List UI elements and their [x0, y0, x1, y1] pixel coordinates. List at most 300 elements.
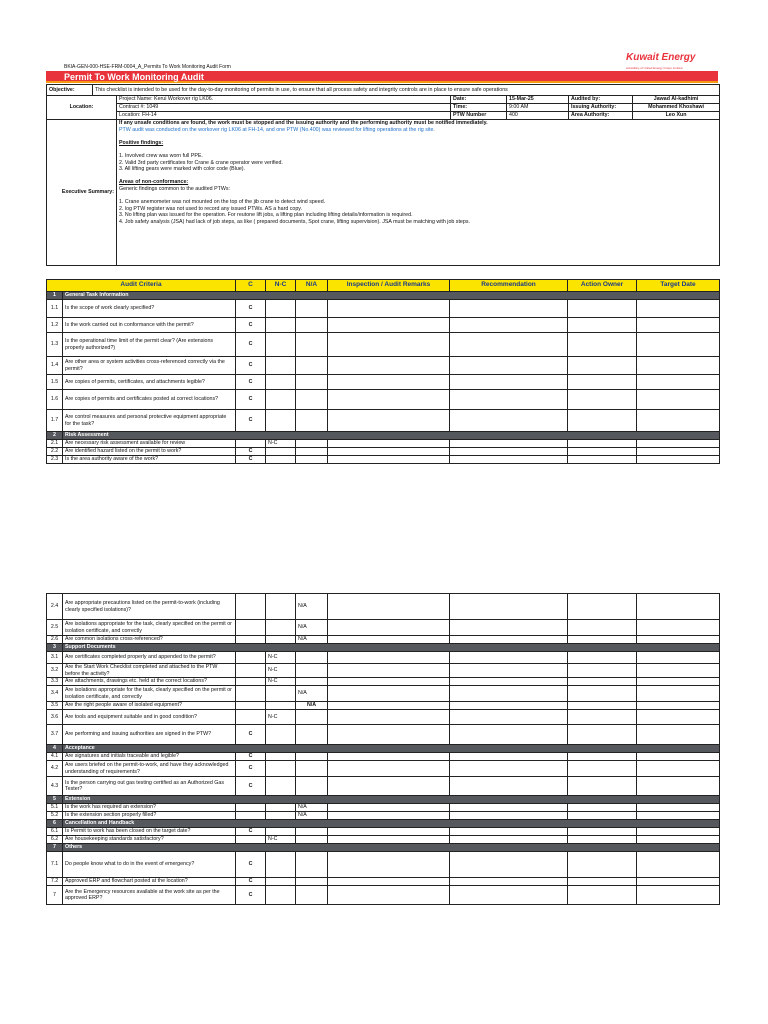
checklist-row	[47, 725, 720, 745]
row-na-mark	[296, 390, 328, 410]
row-c-mark: C	[236, 357, 266, 375]
action-owner-cell[interactable]	[568, 652, 637, 664]
row-number: 1.4	[47, 357, 63, 375]
audited-by-value: Jawad Al-kadhimi	[633, 96, 720, 104]
remarks-cell[interactable]	[328, 725, 450, 745]
section-header	[47, 796, 720, 804]
row-question: Are other area or system activities cross-referenced correctly via the permit?	[63, 357, 236, 375]
recommendation-cell[interactable]	[450, 852, 568, 878]
row-na-mark	[296, 710, 328, 725]
col-audit-criteria: Audit Criteria	[47, 280, 236, 292]
row-question: Is the operational time limit of the permit clear? (Are extensions properly authorized?)	[63, 333, 236, 357]
row-na-mark: N/A	[296, 812, 328, 820]
row-nc-mark: N-C	[266, 678, 296, 686]
row-nc-mark: N-C	[266, 664, 296, 678]
positive-findings-title: Positive findings:	[119, 139, 164, 146]
action-owner-cell[interactable]	[568, 333, 637, 357]
recommendation-cell[interactable]	[450, 318, 568, 333]
action-owner-cell[interactable]	[568, 761, 637, 777]
checklist-row	[47, 620, 720, 636]
checklist-row	[47, 886, 720, 905]
objective-text: This checklist is intended to be used for the day-to-day monitoring of permits in use, to ensure that all process safety and integrity controls are in place to ensure safe operations	[93, 85, 720, 96]
target-date-cell[interactable]	[637, 828, 720, 836]
action-owner-cell[interactable]	[568, 448, 637, 456]
action-owner-cell[interactable]	[568, 702, 637, 710]
remarks-cell[interactable]	[328, 375, 450, 390]
row-number: 6.1	[47, 828, 63, 836]
row-c-mark: C	[236, 318, 266, 333]
action-owner-cell[interactable]	[568, 620, 637, 636]
row-nc-mark: N-C	[266, 710, 296, 725]
checklist-row	[47, 636, 720, 644]
recommendation-cell[interactable]	[450, 777, 568, 796]
action-owner-cell[interactable]	[568, 710, 637, 725]
date-label: Date:	[451, 96, 507, 104]
section-number: 7	[47, 844, 63, 852]
remarks-cell[interactable]	[328, 852, 450, 878]
action-owner-cell[interactable]	[568, 456, 637, 464]
target-date-cell[interactable]	[637, 440, 720, 448]
row-c-mark: C	[236, 410, 266, 432]
executive-summary-label: Executive Summary:	[47, 120, 117, 266]
remarks-cell[interactable]	[328, 456, 450, 464]
row-nc-mark	[266, 620, 296, 636]
row-number: 5.1	[47, 804, 63, 812]
row-number: 2.4	[47, 594, 63, 620]
target-date-cell[interactable]	[637, 318, 720, 333]
row-nc-mark	[266, 753, 296, 761]
action-owner-cell[interactable]	[568, 410, 637, 432]
row-na-mark	[296, 448, 328, 456]
recommendation-cell[interactable]	[450, 686, 568, 702]
target-date-cell[interactable]	[637, 448, 720, 456]
recommendation-cell[interactable]	[450, 710, 568, 725]
remarks-cell[interactable]	[328, 664, 450, 678]
row-question: Are control measures and personal protective equipment appropriate for the task?	[63, 410, 236, 432]
row-question: Is the area authority aware of the work?	[63, 456, 236, 464]
row-na-mark: N/A	[296, 702, 328, 710]
checklist-row	[47, 390, 720, 410]
action-owner-cell[interactable]	[568, 686, 637, 702]
recommendation-cell[interactable]	[450, 725, 568, 745]
recommendation-cell[interactable]	[450, 300, 568, 318]
checklist-row	[47, 375, 720, 390]
row-number: 3.6	[47, 710, 63, 725]
checklist-row	[47, 456, 720, 464]
row-na-mark	[296, 333, 328, 357]
row-number: 2.6	[47, 636, 63, 644]
checklist-row	[47, 410, 720, 432]
remarks-cell[interactable]	[328, 636, 450, 644]
remarks-cell[interactable]	[328, 448, 450, 456]
row-na-mark	[296, 410, 328, 432]
recommendation-cell[interactable]	[450, 886, 568, 905]
checklist-row	[47, 686, 720, 702]
ptw-number-value: 400	[507, 112, 569, 120]
ptw-number-label: PTW Number	[451, 112, 507, 120]
row-nc-mark	[266, 777, 296, 796]
row-question: Are the right people aware of isolated equipment?	[63, 702, 236, 710]
checklist-row	[47, 836, 720, 844]
row-na-mark: N/A	[296, 804, 328, 812]
action-owner-cell[interactable]	[568, 390, 637, 410]
area-authority-value: Leo Xun	[633, 112, 720, 120]
row-c-mark: C	[236, 753, 266, 761]
action-owner-cell[interactable]	[568, 636, 637, 644]
row-c-mark: C	[236, 725, 266, 745]
row-nc-mark	[266, 456, 296, 464]
target-date-cell[interactable]	[637, 300, 720, 318]
section-number: 6	[47, 820, 63, 828]
row-c-mark: C	[236, 878, 266, 886]
nonconformance-title: Areas of non-conformance:	[119, 179, 189, 186]
row-number: 2.3	[47, 456, 63, 464]
row-nc-mark	[266, 390, 296, 410]
row-number: 6.2	[47, 836, 63, 844]
row-nc-mark	[266, 812, 296, 820]
action-owner-cell[interactable]	[568, 440, 637, 448]
section-title: Support Documents	[63, 644, 720, 652]
recommendation-cell[interactable]	[450, 836, 568, 844]
row-nc-mark	[266, 878, 296, 886]
checklist-row	[47, 702, 720, 710]
row-number: 7.1	[47, 852, 63, 878]
row-question: Do people know what to do in the event of emergency?	[63, 852, 236, 878]
remarks-cell[interactable]	[328, 812, 450, 820]
col-na: N/A	[296, 280, 328, 292]
checklist-row	[47, 664, 720, 678]
row-nc-mark	[266, 636, 296, 644]
target-date-cell[interactable]	[637, 777, 720, 796]
row-nc-mark	[266, 828, 296, 836]
recommendation-cell[interactable]	[450, 753, 568, 761]
remarks-cell[interactable]	[328, 828, 450, 836]
row-na-mark	[296, 828, 328, 836]
target-date-cell[interactable]	[637, 702, 720, 710]
row-number: 1.3	[47, 333, 63, 357]
target-date-cell[interactable]	[637, 812, 720, 820]
recommendation-cell[interactable]	[450, 440, 568, 448]
recommendation-cell[interactable]	[450, 761, 568, 777]
recommendation-cell[interactable]	[450, 448, 568, 456]
col-nc: N-C	[266, 280, 296, 292]
recommendation-cell[interactable]	[450, 664, 568, 678]
row-c-mark: C	[236, 456, 266, 464]
row-number: 1.2	[47, 318, 63, 333]
time-label: Time:	[451, 104, 507, 112]
action-owner-cell[interactable]	[568, 852, 637, 878]
target-date-cell[interactable]	[637, 686, 720, 702]
action-owner-cell[interactable]	[568, 804, 637, 812]
target-date-cell[interactable]	[637, 652, 720, 664]
row-question: Are certificates completed properly and appended to the permit?	[63, 652, 236, 664]
row-c-mark: C	[236, 828, 266, 836]
row-nc-mark	[266, 686, 296, 702]
col-c: C	[236, 280, 266, 292]
logo-text: Kuwait Energy	[626, 52, 696, 63]
section-header	[47, 292, 720, 300]
row-c-mark: C	[236, 375, 266, 390]
remarks-cell[interactable]	[328, 710, 450, 725]
nonconformance-finding: 1. Crane anemometer was not mounted on the top of the jib crane to detect wind speed.	[119, 199, 326, 206]
contract-number: Contract #: 1049	[117, 104, 451, 112]
target-date-cell[interactable]	[637, 620, 720, 636]
row-nc-mark	[266, 448, 296, 456]
row-na-mark	[296, 375, 328, 390]
row-c-mark: C	[236, 333, 266, 357]
remarks-cell[interactable]	[328, 594, 450, 620]
row-na-mark	[296, 878, 328, 886]
row-number: 3.7	[47, 725, 63, 745]
row-number: 3.5	[47, 702, 63, 710]
remarks-cell[interactable]	[328, 620, 450, 636]
row-number: 3.1	[47, 652, 63, 664]
section-header	[47, 745, 720, 753]
row-nc-mark	[266, 725, 296, 745]
row-number: 4.1	[47, 753, 63, 761]
target-date-cell[interactable]	[637, 456, 720, 464]
row-na-mark	[296, 440, 328, 448]
action-owner-cell[interactable]	[568, 828, 637, 836]
checklist-row	[47, 594, 720, 620]
action-owner-cell[interactable]	[568, 878, 637, 886]
row-number: 2.1	[47, 440, 63, 448]
target-date-cell[interactable]	[637, 375, 720, 390]
checklist-row	[47, 761, 720, 777]
action-owner-cell[interactable]	[568, 678, 637, 686]
checklist-header	[47, 280, 720, 292]
recommendation-cell[interactable]	[450, 812, 568, 820]
section-number: 2	[47, 432, 63, 440]
section-title: Acceptance	[63, 745, 720, 753]
recommendation-cell[interactable]	[450, 410, 568, 432]
positive-finding: 2. Valid 3rd party certificates for Crane & crane operator were verified.	[119, 159, 283, 166]
recommendation-cell[interactable]	[450, 678, 568, 686]
page-title: Permit To Work Monitoring Audit	[46, 71, 718, 83]
remarks-cell[interactable]	[328, 777, 450, 796]
action-owner-cell[interactable]	[568, 357, 637, 375]
nonconformance-finding: 3. No lifting plan was issued for the operation. For reutone lift jobs, a lifting plan including lifting details/information is required.	[119, 212, 413, 219]
target-date-cell[interactable]	[637, 878, 720, 886]
recommendation-cell[interactable]	[450, 702, 568, 710]
row-c-mark	[236, 686, 266, 702]
row-question: Are the Start Work Checklist completed and attached to the PTW before the activity?	[63, 664, 236, 678]
action-owner-cell[interactable]	[568, 777, 637, 796]
recommendation-cell[interactable]	[450, 357, 568, 375]
recommendation-cell[interactable]	[450, 390, 568, 410]
row-c-mark	[236, 594, 266, 620]
row-question: Are isolations appropriate for the task, clearly specified on the permit or isolation certificate, and correctly	[63, 686, 236, 702]
recommendation-cell[interactable]	[450, 620, 568, 636]
row-nc-mark: N-C	[266, 652, 296, 664]
target-date-cell[interactable]	[637, 678, 720, 686]
remarks-cell[interactable]	[328, 836, 450, 844]
checklist-row	[47, 440, 720, 448]
row-number: 1.7	[47, 410, 63, 432]
row-na-mark	[296, 456, 328, 464]
objective-label: Objective:	[47, 85, 93, 96]
target-date-cell[interactable]	[637, 410, 720, 432]
action-owner-cell[interactable]	[568, 318, 637, 333]
row-na-mark	[296, 678, 328, 686]
row-number: 1.5	[47, 375, 63, 390]
logo-tagline: subsidiary of United Energy Group Limited	[626, 66, 683, 70]
target-date-cell[interactable]	[637, 753, 720, 761]
section-header	[47, 820, 720, 828]
checklist-row	[47, 852, 720, 878]
recommendation-cell[interactable]	[450, 375, 568, 390]
row-na-mark: N/A	[296, 620, 328, 636]
section-number: 5	[47, 796, 63, 804]
row-question: Are identified hazard listed on the permit to work?	[63, 448, 236, 456]
col-target-date: Target Date	[637, 280, 720, 292]
recommendation-cell[interactable]	[450, 878, 568, 886]
row-c-mark	[236, 440, 266, 448]
checklist-row	[47, 333, 720, 357]
recommendation-cell[interactable]	[450, 636, 568, 644]
remarks-cell[interactable]	[328, 702, 450, 710]
row-nc-mark	[266, 761, 296, 777]
row-na-mark	[296, 836, 328, 844]
checklist-table-page2	[46, 593, 720, 905]
recommendation-cell[interactable]	[450, 333, 568, 357]
col-recommendation: Recommendation	[450, 280, 568, 292]
nonconformance-intro: Generic findings common to the audited PTWs:	[119, 185, 230, 192]
remarks-cell[interactable]	[328, 333, 450, 357]
section-header	[47, 432, 720, 440]
row-question: Is Permit to work has been closed on the target date?	[63, 828, 236, 836]
row-c-mark	[236, 636, 266, 644]
remarks-cell[interactable]	[328, 357, 450, 375]
issuing-authority-value: Mohammed Khoshawi	[633, 104, 720, 112]
target-date-cell[interactable]	[637, 761, 720, 777]
row-question: Is the work has required an extension?	[63, 804, 236, 812]
remarks-cell[interactable]	[328, 410, 450, 432]
summary-warning: If any unsafe conditions are found, the work must be stopped and the issuing authority and the performing authority must be notified immediately.	[119, 120, 488, 126]
row-na-mark	[296, 753, 328, 761]
checklist-row	[47, 828, 720, 836]
action-owner-cell[interactable]	[568, 836, 637, 844]
target-date-cell[interactable]	[637, 333, 720, 357]
row-number: 7	[47, 886, 63, 905]
row-number: 1.1	[47, 300, 63, 318]
row-na-mark	[296, 664, 328, 678]
row-question: Are signatures and initials traceable and legible?	[63, 753, 236, 761]
remarks-cell[interactable]	[328, 753, 450, 761]
target-date-cell[interactable]	[637, 886, 720, 905]
action-owner-cell[interactable]	[568, 812, 637, 820]
row-question: Are attachments, drawings etc. held at the correct locations?	[63, 678, 236, 686]
location-value: Location: FH-14	[117, 112, 451, 120]
remarks-cell[interactable]	[328, 886, 450, 905]
section-header	[47, 644, 720, 652]
checklist-row	[47, 357, 720, 375]
recommendation-cell[interactable]	[450, 804, 568, 812]
action-owner-cell[interactable]	[568, 664, 637, 678]
row-question: Are copies of permits, certificates, and attachments legible?	[63, 375, 236, 390]
target-date-cell[interactable]	[637, 725, 720, 745]
row-nc-mark	[266, 357, 296, 375]
remarks-cell[interactable]	[328, 686, 450, 702]
action-owner-cell[interactable]	[568, 300, 637, 318]
row-nc-mark: N-C	[266, 440, 296, 448]
row-na-mark	[296, 886, 328, 905]
row-question: Are necessary risk assessment available for review	[63, 440, 236, 448]
recommendation-cell[interactable]	[450, 828, 568, 836]
target-date-cell[interactable]	[637, 804, 720, 812]
checklist-row	[47, 448, 720, 456]
row-number: 1.6	[47, 390, 63, 410]
row-number: 3.2	[47, 664, 63, 678]
target-date-cell[interactable]	[637, 357, 720, 375]
row-nc-mark	[266, 702, 296, 710]
row-c-mark	[236, 804, 266, 812]
row-na-mark	[296, 300, 328, 318]
remarks-cell[interactable]	[328, 440, 450, 448]
action-owner-cell[interactable]	[568, 594, 637, 620]
recommendation-cell[interactable]	[450, 456, 568, 464]
action-owner-cell[interactable]	[568, 753, 637, 761]
nonconformance-finding: 2. log PTW register was not used to record any issued PTWs. AS a hard copy.	[119, 205, 303, 212]
target-date-cell[interactable]	[637, 636, 720, 644]
target-date-cell[interactable]	[637, 710, 720, 725]
target-date-cell[interactable]	[637, 390, 720, 410]
row-nc-mark	[266, 886, 296, 905]
row-na-mark	[296, 761, 328, 777]
row-number: 4.2	[47, 761, 63, 777]
remarks-cell[interactable]	[328, 652, 450, 664]
row-c-mark	[236, 702, 266, 710]
row-nc-mark: N-C	[266, 836, 296, 844]
action-owner-cell[interactable]	[568, 375, 637, 390]
section-title: General Task Information	[63, 292, 720, 300]
target-date-cell[interactable]	[637, 836, 720, 844]
remarks-cell[interactable]	[328, 300, 450, 318]
row-number: 3.4	[47, 686, 63, 702]
row-c-mark: C	[236, 448, 266, 456]
recommendation-cell[interactable]	[450, 652, 568, 664]
remarks-cell[interactable]	[328, 318, 450, 333]
row-number: 2.5	[47, 620, 63, 636]
row-na-mark	[296, 852, 328, 878]
remarks-cell[interactable]	[328, 761, 450, 777]
checklist-row	[47, 777, 720, 796]
target-date-cell[interactable]	[637, 852, 720, 878]
remarks-cell[interactable]	[328, 804, 450, 812]
target-date-cell[interactable]	[637, 664, 720, 678]
action-owner-cell[interactable]	[568, 725, 637, 745]
remarks-cell[interactable]	[328, 390, 450, 410]
action-owner-cell[interactable]	[568, 886, 637, 905]
section-title: Risk Assessment	[63, 432, 720, 440]
row-na-mark	[296, 652, 328, 664]
section-header	[47, 844, 720, 852]
row-c-mark	[236, 652, 266, 664]
date-value: 15-Mar-25	[507, 96, 569, 104]
remarks-cell[interactable]	[328, 678, 450, 686]
checklist-row	[47, 812, 720, 820]
row-question: Are common isolations cross-referenced?	[63, 636, 236, 644]
recommendation-cell[interactable]	[450, 594, 568, 620]
row-na-mark: N/A	[296, 636, 328, 644]
remarks-cell[interactable]	[328, 878, 450, 886]
row-c-mark	[236, 620, 266, 636]
form-code: BKIA-GEN-000-HSE-FRM-0004_A_Permits To Work Monitoring Audit Form	[64, 64, 231, 70]
row-na-mark	[296, 725, 328, 745]
col-action-owner: Action Owner	[568, 280, 637, 292]
row-nc-mark	[266, 594, 296, 620]
target-date-cell[interactable]	[637, 594, 720, 620]
